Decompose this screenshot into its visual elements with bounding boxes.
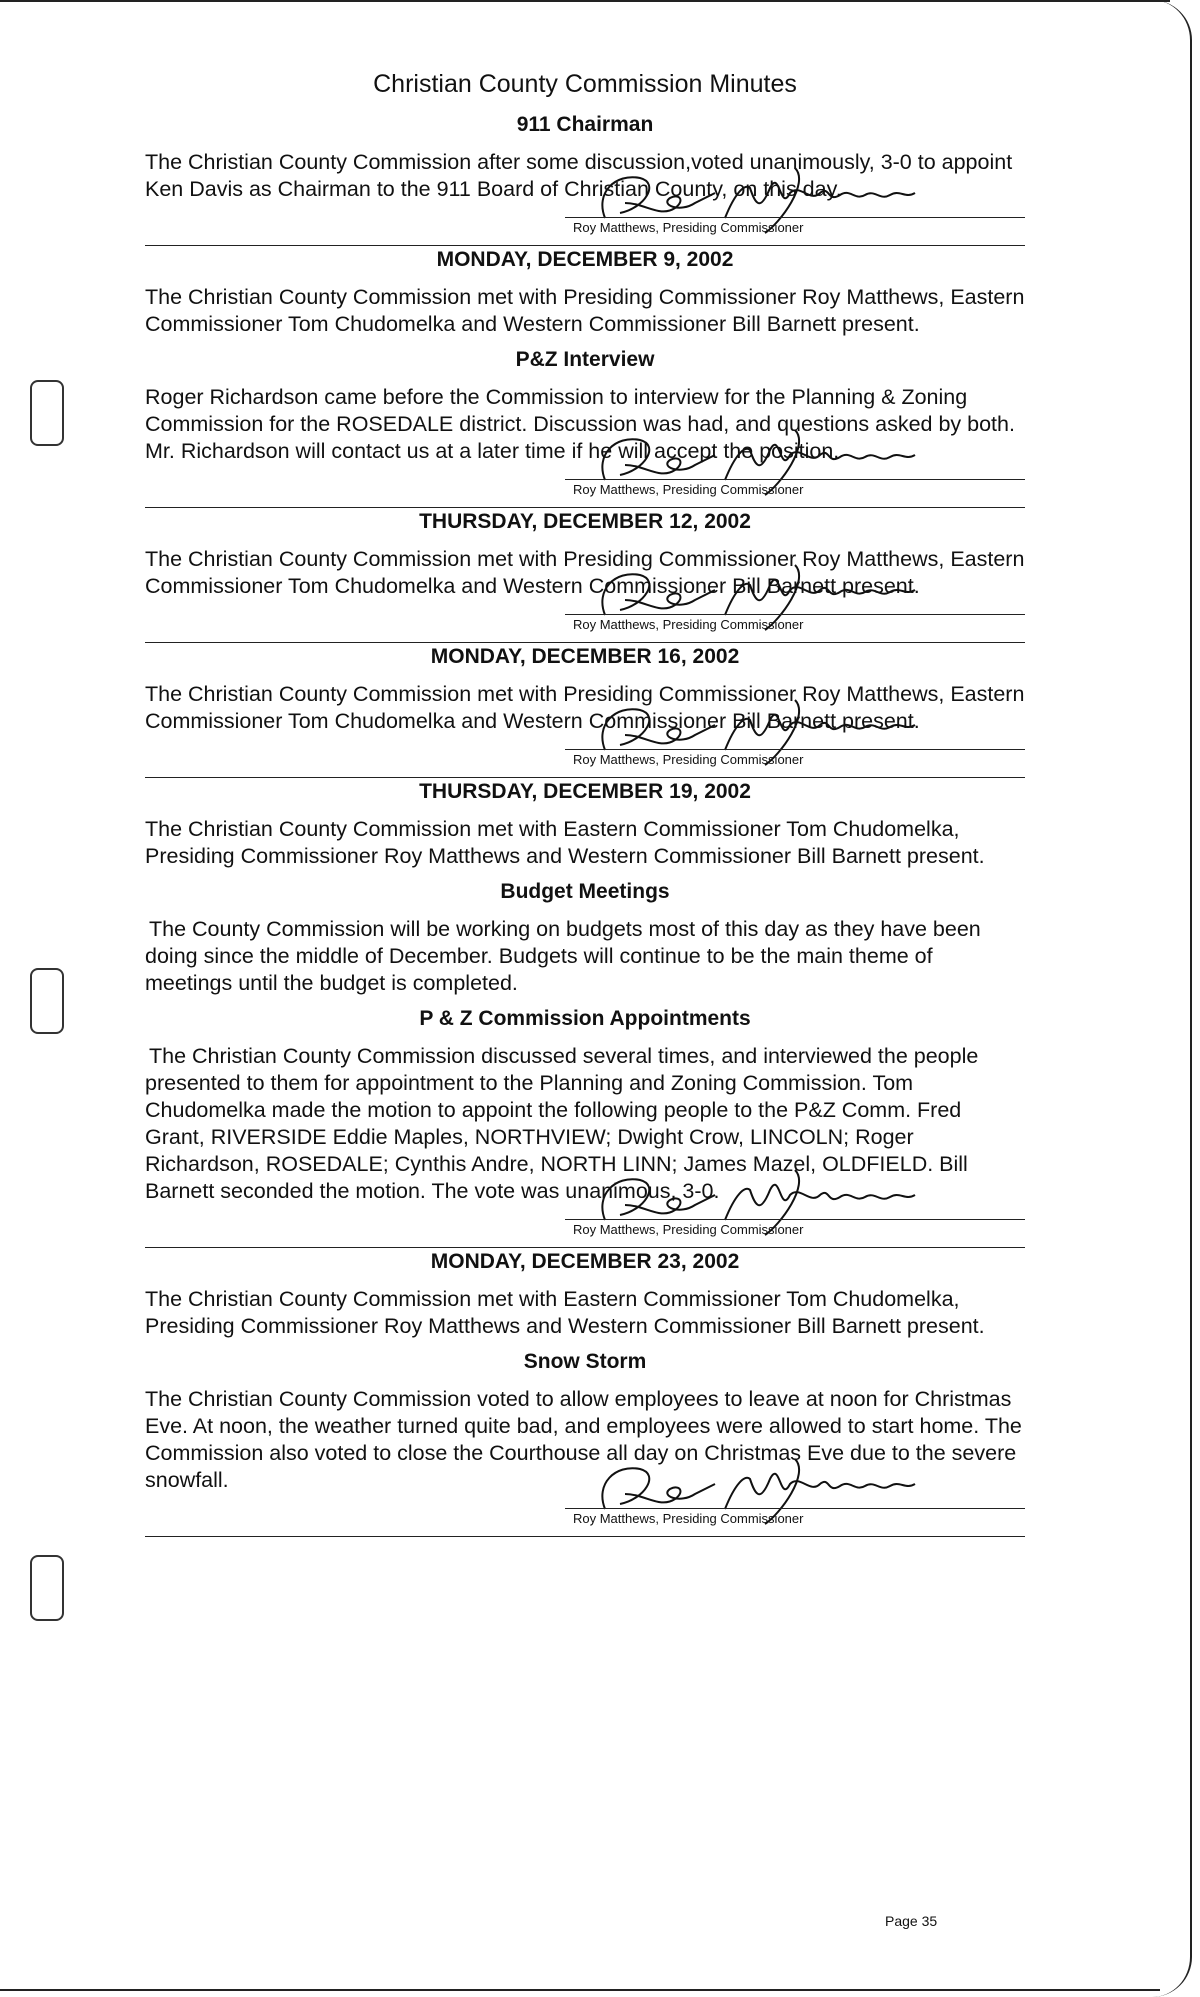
page-edge-bottom	[0, 1989, 1160, 1991]
section-heading: P&Z Interview	[515, 348, 655, 371]
section-heading: THURSDAY, DECEMBER 12, 2002	[419, 510, 751, 533]
section-text: The Christian County Commission met with Presiding Commissioner Roy Matthews, Eastern Commissioner Tom Chudomelka and Western Commissioner Bill Barnett present.	[145, 547, 1025, 598]
section-dec-16	[145, 645, 1025, 771]
section-heading: MONDAY, DECEMBER 9, 2002	[436, 248, 734, 271]
section-dec-9	[145, 248, 1025, 338]
section-pz-interview	[145, 348, 1025, 501]
signature-line	[565, 1219, 1025, 1220]
signature-caption: Roy Matthews, Presiding Commissioner	[573, 482, 804, 497]
section-divider	[145, 245, 1025, 246]
section-divider	[145, 1536, 1025, 1537]
page-edge-right	[1150, 0, 1192, 1997]
signature-caption: Roy Matthews, Presiding Commissioner	[573, 220, 804, 235]
section-dec-19	[145, 780, 1025, 870]
section-divider	[145, 1247, 1025, 1248]
signature-block	[145, 457, 1025, 501]
section-dec-12	[145, 510, 1025, 636]
minutes-page	[145, 70, 1025, 1539]
section-heading: Snow Storm	[523, 1350, 647, 1373]
signature-block	[145, 592, 1025, 636]
section-911-chairman	[145, 113, 1025, 239]
signature-caption: Roy Matthews, Presiding Commissioner	[573, 752, 804, 767]
binder-hole	[30, 380, 64, 446]
section-text: The Christian County Commission met with Eastern Commissioner Tom Chudomelka, Presiding Commissioner Roy Matthews and Western Commissioner Bill Barnett present.	[145, 1287, 985, 1338]
section-text: The Christian County Commission met with Eastern Commissioner Tom Chudomelka, Presiding Commissioner Roy Matthews and Western Commissioner Bill Barnett present.	[145, 817, 985, 868]
binder-hole	[30, 1555, 64, 1621]
signature-line	[565, 479, 1025, 480]
page-number: Page 35	[885, 1913, 938, 1929]
signature-line	[565, 749, 1025, 750]
section-text: The Christian County Commission discussed several times, and interviewed the people presented to them for appointment to the Planning and Zoning Commission. Tom Chudomelka made the motion to appoint the following people to the P&Z Comm. Fred Grant, RIVERSIDE Eddie Maples, NORTHVIEW; Dwight Crow, LINCOLN; Roger Richardson, ROSEDALE; Cynthis Andre, NORTH LINN; James Mazel, OLDFIELD. Bill Barnett seconded the motion. The vote was unanimous, 3-0.	[145, 1044, 979, 1203]
document-title: Christian County Commission Minutes	[373, 70, 797, 98]
binder-hole	[30, 968, 64, 1034]
section-budget-meetings	[145, 880, 1025, 997]
signature-block	[145, 1197, 1025, 1241]
signature-block	[145, 727, 1025, 771]
signature-line	[565, 614, 1025, 615]
signature-block	[145, 1486, 1025, 1530]
section-text: The Christian County Commission voted to allow employees to leave at noon for Christmas Eve. At noon, the weather turned quite bad, and employees were allowed to start home. The Commission also voted to close the Courthouse all day on Christmas Eve due to the severe snowfall.	[145, 1387, 1022, 1492]
section-text: The Christian County Commission met with Presiding Commissioner Roy Matthews, Eastern Commissioner Tom Chudomelka and Western Commissioner Bill Barnett present.	[145, 285, 1025, 336]
section-dec-23	[145, 1250, 1025, 1340]
signature-caption: Roy Matthews, Presiding Commissioner	[573, 1222, 804, 1237]
section-heading: MONDAY, DECEMBER 16, 2002	[430, 645, 740, 668]
signature-caption: Roy Matthews, Presiding Commissioner	[573, 1511, 804, 1526]
section-text: Roger Richardson came before the Commission to interview for the Planning & Zoning Commission for the ROSEDALE district. Discussion was had, and questions asked by both. Mr. Richardson will contact us at a later time if he will accept the position.	[145, 385, 1015, 463]
signature-caption: Roy Matthews, Presiding Commissioner	[573, 617, 804, 632]
section-snow-storm	[145, 1350, 1025, 1530]
section-divider	[145, 777, 1025, 778]
section-divider	[145, 507, 1025, 508]
signature-line	[565, 1508, 1025, 1509]
section-pz-appointments	[145, 1007, 1025, 1241]
section-heading: 911 Chairman	[516, 113, 654, 136]
section-heading: THURSDAY, DECEMBER 19, 2002	[419, 780, 751, 803]
section-text: The Christian County Commission after some discussion,voted unanimously, 3-0 to appoint Ken Davis as Chairman to the 911 Board of Christian County, on this day.	[145, 150, 1013, 201]
section-text: The Christian County Commission met with Presiding Commissioner Roy Matthews, Eastern Commissioner Tom Chudomelka and Western Commissioner Bill Barnett present.	[145, 682, 1025, 733]
signature-line	[565, 217, 1025, 218]
section-heading: Budget Meetings	[500, 880, 670, 903]
page-edge-top	[0, 0, 1170, 2]
section-text: The County Commission will be working on budgets most of this day as they have been doing since the middle of December. Budgets will continue to be the main theme of meetings until the budget is completed.	[145, 917, 981, 995]
section-divider	[145, 642, 1025, 643]
section-heading: P & Z Commission Appointments	[419, 1007, 751, 1030]
signature-block	[145, 195, 1025, 239]
section-heading: MONDAY, DECEMBER 23, 2002	[430, 1250, 740, 1273]
